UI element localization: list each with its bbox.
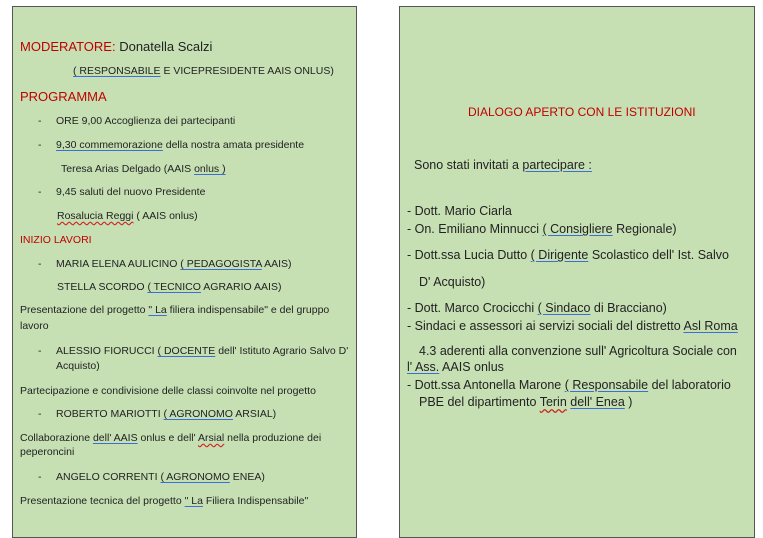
guest-crocicchi: - Dott. Marco Crocicchi ( Sindaco di Bracciano) (407, 301, 667, 315)
moderator-role: ( RESPONSABILE E VICEPRESIDENTE AAIS ONLUS) (73, 65, 334, 77)
inizio-lavori-heading: INIZIO LAVORI (20, 234, 92, 246)
speaker-aulicino: MARIA ELENA AULICINO ( PEDAGOGISTA AAIS) (56, 258, 292, 270)
presentazione-tecnica: Presentazione tecnica del progetto " La Filiera Indispensabile" (20, 495, 309, 507)
guest-ciarla: - Dott. Mario Ciarla (407, 204, 512, 218)
bullet-dash: - (38, 115, 42, 127)
item-saluti: 9,45 saluti del nuovo Presidente (56, 186, 206, 198)
bullet-dash: - (38, 139, 42, 151)
moderator-label: MODERATORE: (20, 39, 116, 54)
speaker-scordo: STELLA SCORDO ( TECNICO AGRARIO AAIS) (57, 281, 282, 293)
programma-heading: PROGRAMMA (20, 89, 107, 104)
dialogo-heading: DIALOGO APERTO CON LE ISTITUZIONI (468, 105, 696, 119)
guest-dutto-cont: D' Acquisto) (419, 275, 486, 289)
presentazione-progetto-cont: lavoro (20, 320, 49, 332)
item-saluti-name: Rosalucia Reggi ( AAIS onlus) (57, 210, 198, 222)
guest-marone-cont: PBE del dipartimento Terin dell' Enea ) (419, 395, 633, 409)
guest-dutto: - Dott.ssa Lucia Dutto ( Dirigente Scolastico dell' Ist. Salvo (407, 248, 729, 262)
item-accoglienza: ORE 9,00 Accoglienza dei partecipanti (56, 115, 236, 127)
guest-sindaci-cont2: l' Ass. AAIS onlus (407, 360, 504, 374)
guest-sindaci-cont: 4.3 aderenti alla convenzione sull' Agricoltura Sociale con (419, 344, 737, 358)
right-institutions-panel (399, 6, 755, 538)
speaker-mariotti: ROBERTO MARIOTTI ( AGRONOMO ARSIAL) (56, 408, 277, 420)
partecipazione-line: Partecipazione e condivisione delle classi coinvolte nel progetto (20, 385, 316, 397)
speaker-correnti: ANGELO CORRENTI ( AGRONOMO ENEA) (56, 471, 265, 483)
speaker-fiorucci: ALESSIO FIORUCCI ( DOCENTE dell' Istituto Agrario Salvo D' (56, 345, 349, 357)
bullet-dash: - (38, 258, 42, 270)
bullet-dash: - (38, 471, 42, 483)
guest-minnucci: - On. Emiliano Minnucci ( Consigliere Regionale) (407, 222, 677, 236)
guest-marone: - Dott.ssa Antonella Marone ( Responsabile del laboratorio (407, 378, 731, 392)
bullet-dash: - (38, 186, 42, 198)
moderator-name: Donatella Scalzi (115, 39, 213, 54)
presentazione-progetto: Presentazione del progetto " La filiera indispensabile" e del gruppo (20, 304, 330, 316)
guest-sindaci: - Sindaci e assessori ai servizi sociali del distretto Asl Roma (407, 319, 738, 333)
moderator-line (20, 39, 212, 55)
collaborazione-line: Collaborazione dell' AAIS onlus e dell' Arsial nella produzione dei (20, 432, 322, 444)
bullet-dash: - (38, 408, 42, 420)
bullet-dash: - (38, 345, 42, 357)
collaborazione-cont: peperoncini (20, 446, 75, 458)
item-commemorazione: 9,30 commemorazione della nostra amata presidente (56, 139, 305, 151)
item-commemorazione-name: Teresa Arias Delgado (AAIS onlus ) (61, 163, 226, 175)
speaker-fiorucci-cont: Acquisto) (56, 360, 100, 372)
invitati-intro: Sono stati invitati a partecipare : (414, 158, 592, 172)
